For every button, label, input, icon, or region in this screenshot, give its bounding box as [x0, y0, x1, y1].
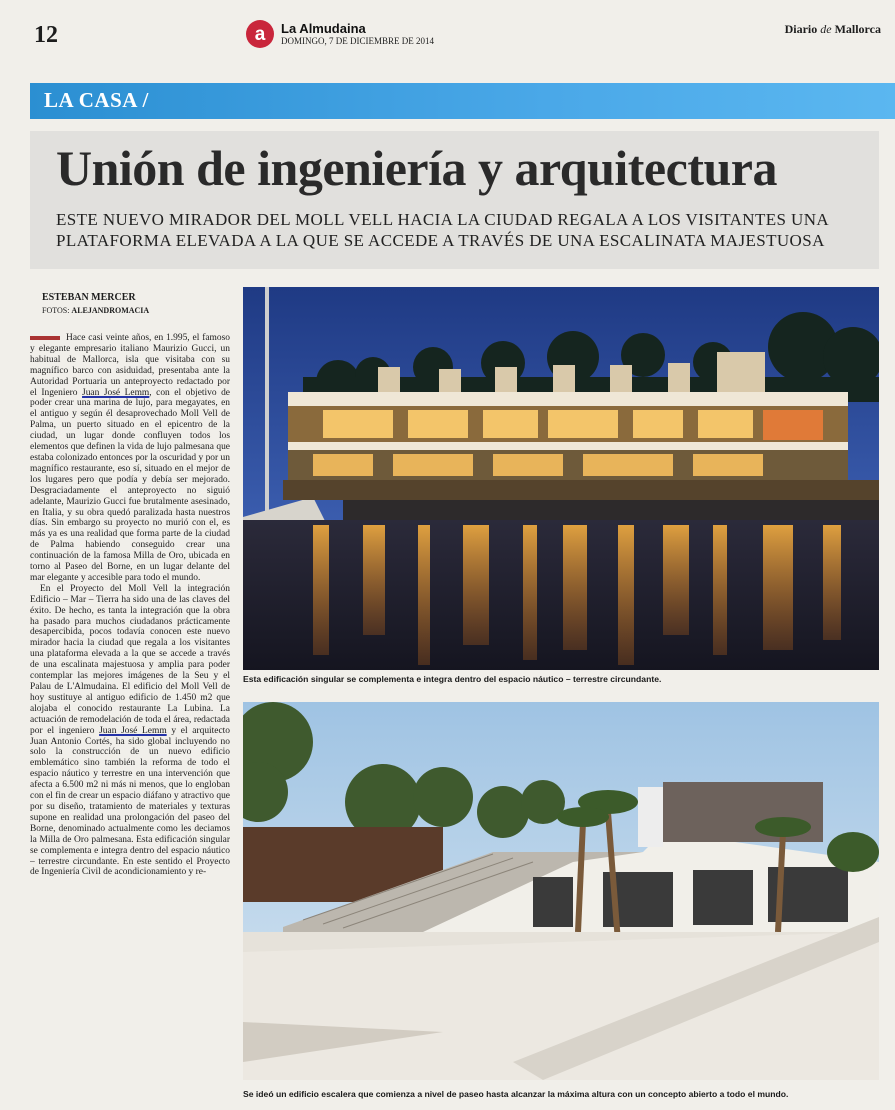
article-subheadline: ESTE NUEVO MIRADOR DEL MOLL VELL HACIA LA CIUDAD REGALA A LOS VISITANTES UNA PLATAFORMA ELEVADA A LA QUE SE ACCEDE A TRAVÉS DE UNA ESCALINATA MAJESTUOSA	[56, 210, 829, 250]
author-byline: ESTEBAN MERCER	[42, 292, 136, 303]
highlighted-name: Juan José Lemm	[82, 387, 150, 398]
paper-name: La Almudaina	[281, 21, 366, 36]
newspaper-logo	[246, 20, 434, 48]
body-paragraph: Hace casi veinte años, en 1.995, el famoso y elegante empresario italiano Maurizio Gucci, un habitual de Mallorca, isla que visitaba con su magnífico barco con asiduidad, presentaba ante la Autoridad Portuaria un anteproyecto redactado por el Ingeniero Juan José Lemm, con el objetivo de poder crear una marina de lujo, para megayates, en el antiguo y según él desaprovechado Moll Vell de Palma, un puerto situado en el epicentro de la ciudad, un lugar donde confluyen todos los elementos que definen la vida de lujo palmesana que estaba colonizado entonces por la oscuridad y por un magnífico restaurante, eso sí, situado en el mejor de los lugares pero que podía y debía ser mejorado. Desgraciadamente el anteproyecto no siguió adelante, Maurizio Gucci fue brutalmente asesinado, en Italia, y su obra quedó paralizada hasta nuestros días. Sin embargo su proyecto no murió con el, es más ya es una realidad que forma parte de la ciudad de Palma habiendo conseguido crear una continuación de la famosa Milla de Oro, ubicada en torno al Paseo del Borne, en un lugar delante del mar elegante y accesible para todo el mundo.	[30, 333, 230, 583]
almudaina-logo-icon: a	[246, 20, 274, 48]
section-band	[30, 83, 895, 119]
photo-night-building	[243, 287, 879, 670]
photo-caption: Esta edificación singular se complementa e integra dentro del espacio náutico – terrestre circundante.	[243, 674, 662, 684]
photo-credit: FOTOS: ALEJANDROMACIA	[42, 306, 150, 315]
article-headline: Unión de ingeniería y arquitectura	[56, 140, 777, 196]
body-paragraph: En el Proyecto del Moll Vell la integración Edificio – Mar – Tierra ha sido una de las claves del éxito. De hecho, es tanta la integración que la obra ha pasado para muchos ciudadanos prácticamente desapercibida, pocos todavía conocen este nuevo mirador hacia la ciudad que regala a los visitantes una plataforma elevada a la que se accede a través de una escalinata majestuosa y amplia para poder contemplar las mejores imágenes de la Seu y el Palau de L'Almudaina. El edificio del Moll Vell de hoy sustituye al antiguo edificio de 1.450 m2 que alojaba el conocido restaurante La Lubina. La actuación de remodelación de toda el área, redactada por el ingeniero Juan José Lemm y el arquitecto Juan Antonio Cortés, ha sido global incluyendo no solo la construcción de un nuevo edificio emblemático sino también la reforma de todo el espacio náutico y terrestre en una intervención que afecta a 6.500 m2 ni más ni menos, que lo engloban con el fin de crear un espacio diáfano y atractivo que por su diseño, tratamiento de materiales y texturas supone en realidad una prolongación del paseo del Borne, denominado actualmente como les deciamos la Milla de Oro palmesana. Esta edificación singular se complementa e integra dentro del espacio náutico – terrestre circundante. En este sentido el Proyecto de Ingeniería Civil de acondicionamiento y re-	[30, 583, 230, 878]
photo-caption: Se ideó un edificio escalera que comienza a nivel de paseo hasta alcanzar la máxima altura con un concepto abierto a todo el mundo.	[243, 1089, 789, 1099]
section-label: LA CASA /	[44, 88, 149, 112]
headline-block	[30, 131, 879, 269]
masthead	[0, 0, 895, 72]
highlighted-name: Juan José Lemm	[99, 725, 167, 736]
diario-de-mallorca: Diario de Mallorca	[784, 22, 881, 36]
paragraph-marker	[30, 336, 60, 340]
issue-date: DOMINGO, 7 DE DICIEMBRE DE 2014	[281, 36, 434, 46]
page-number: 12	[34, 22, 58, 48]
article-body	[30, 333, 230, 1103]
photo-day-building	[243, 702, 879, 1080]
